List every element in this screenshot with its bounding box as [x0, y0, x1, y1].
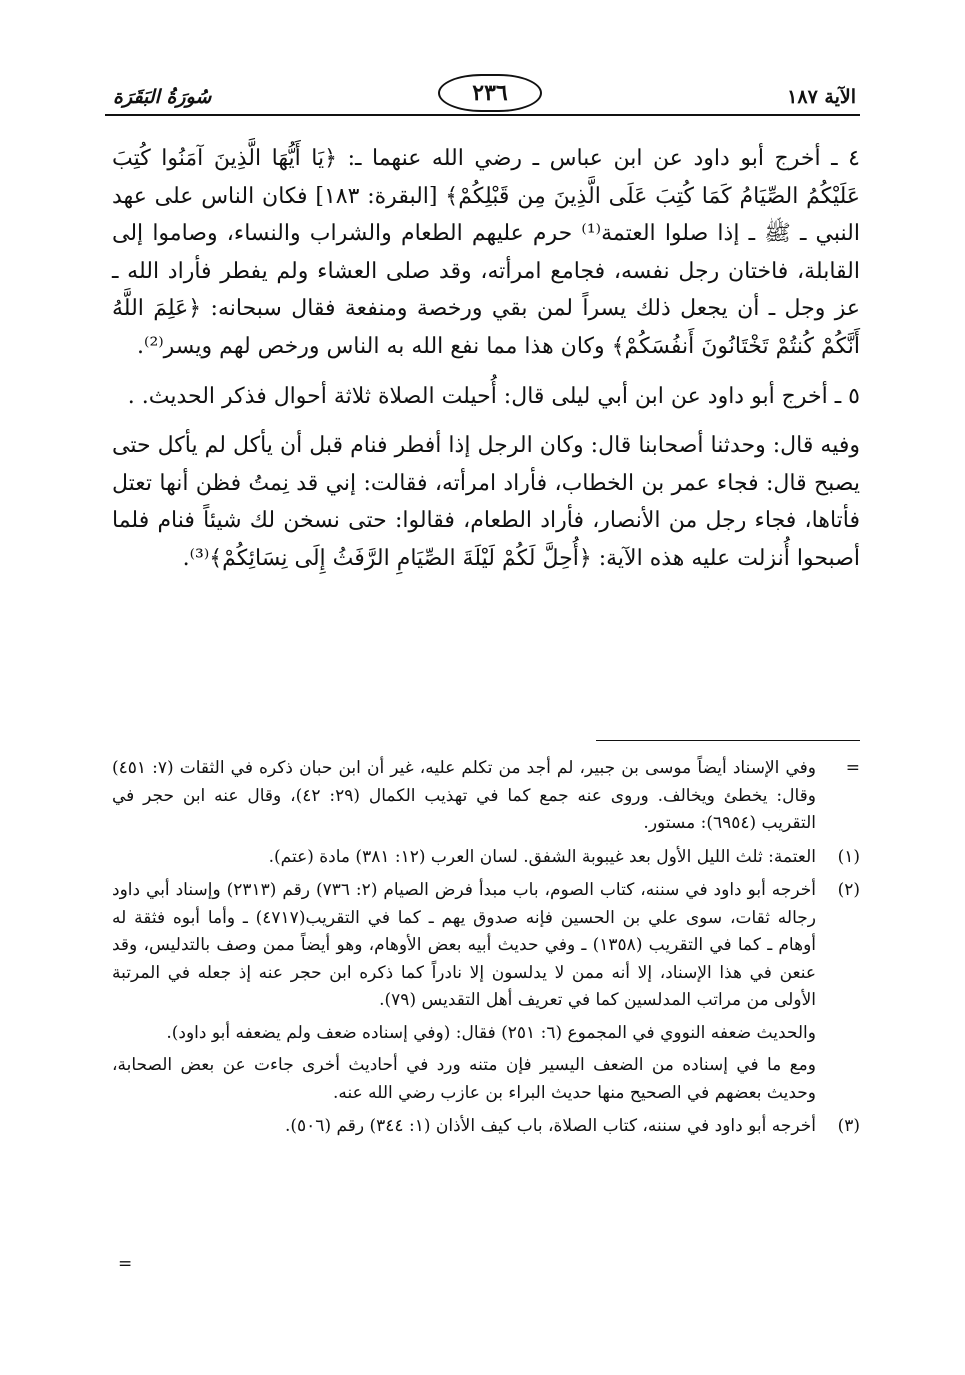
page-header: [105, 68, 860, 122]
footnote-1-mark: (١): [837, 846, 860, 867]
footnote-2-para-2: والحديث ضعفه النووي في المجموع (٦: ٢٥١) فقال: (وفي إسناده ضعف ولم يضعفه أبو داود).: [166, 1022, 816, 1043]
footnote-3: [112, 1113, 860, 1141]
page-number: ٢٣٦: [438, 74, 542, 112]
footnotes: [112, 755, 860, 1147]
footnote-separator: [596, 740, 860, 741]
header-rule: [105, 114, 860, 116]
footnote-cont-text: وفي الإسناد أيضاً موسى بن جبير، لم أجد من تكلم عليه، غير أن ابن حبان ذكره في الثقات (٧: ٤٥١) وقال: يخطئ ويخالف. وروى عنه جمع كما في تهذيب الكمال (٢٩: ٤٢)، وقال عنه ابن حجر في التقريب (٦٩٥٤): مستور.: [112, 758, 816, 833]
footnote-3-text: أخرجه أبو داود في سننه، كتاب الصلاة، باب كيف الأذان (١: ٣٤٤) رقم (٥٠٦).: [284, 1116, 816, 1136]
paragraph-6: وفيه قال: وحدثنا أصحابنا قال: وكان الرجل إذا أفطر فنام قبل أن يأكل لم يأكل حتى يصبح قال: فجاء عمر بن الخطاب، فأراد امرأته، فقالت: إني قد نِمتُ فظن أنها تعتل فأتاها، فجاء رجل من الأنصار، فأراد الطعام، فقالوا: حتى نسخن لك شيئاً فنام فلما أصبحوا أُنزلت عليه هذه الآية: ﴿أُحِلَّ لَكُمْ لَيْلَةَ الصِّيَامِ الرَّفَثُ إِلَى نِسَائِكُمْ﴾⁽³⁾.: [112, 433, 860, 571]
footnote-1: [112, 844, 860, 872]
footnote-continued: [112, 755, 860, 838]
verse-label: الآية ١٨٧: [787, 86, 856, 108]
paragraph-4: ٤ ـ أخرج أبو داود عن ابن عباس ـ رضي الله عنهما ـ: ﴿يَا أَيُّهَا الَّذِينَ آمَنُوا كُتِبَ عَلَيْكُمُ الصِّيَامُ كَمَا كُتِبَ عَلَى الَّذِينَ مِن قَبْلِكُمْ﴾ [البقرة: ١٨٣] فكان الناس على عهد النبي ـ ﷺ ـ إذا صلوا العتمة⁽¹⁾ حرم عليهم الطعام والشراب والنساء، وصاموا إلى القابلة، فاختان رجل نفسه، فجامع امرأته، وقد صلى العشاء ولم يفطر فأراد الله ـ عز وجل ـ أن يجعل ذلك يسراً لمن بقي ورخصة ومنفعة فقال سبحانه: ﴿عَلِمَ اللَّهُ أَنَّكُمْ كُنتُمْ تَخْتَانُونَ أَنفُسَكُمْ﴾ وكان هذا مما نفع الله به الناس ورخص لهم ويسر⁽²⁾.: [112, 146, 860, 359]
footnote-3-mark: (٣): [837, 1116, 860, 1136]
footnote-1-text: العتمة: ثلث الليل الأول بعد غيبوبة الشفق. لسان العرب (١٢: ٣٨١) مادة (عتم).: [268, 846, 816, 867]
footnote-2-para-1: أخرجه أبو داود في سننه، كتاب الصوم، باب مبدأ فرض الصيام (٢: ٧٣٦) رقم (٢٣١٣) وإسناد أبي داود رجاله ثقات، سوى علي بن الحسين فإنه صدوق يهم ـ كما في التقريب(٤٧١٧) ـ وأما أبوه فثقة له أوهام ـ كما في التقريب (١٣٥٨) ـ وفي حديث أبيه بعض الأوهام، وهو أيضاً ممن وصف بالتدليس، وقد عنعن في هذا الإسناد، إلا أنه ممن لا يدلسون إلا نادراً كما ذكره ابن حجر عنه إذ جعله في المرتبة الأولى من مراتب المدلسين كما في تعريف أهل التقديس (٧٩).: [112, 880, 816, 1010]
surah-title: سُورَةُ البَقَرَة: [113, 86, 212, 108]
continuation-sign: =: [118, 1254, 133, 1274]
footnote-cont-mark: =: [845, 758, 860, 778]
main-text: [112, 140, 860, 590]
footnote-2-mark: (٢): [837, 880, 860, 900]
footnote-2: [112, 877, 860, 1107]
footnote-2-para-3: ومع ما في إسناده من الضعف اليسير فإن متنه ورد في أحاديث أخرى جاءت عن بعض الصحابة، وحديث بعضهم في الصحيح منها حديث البراء بن عازب رضي الله عنه.: [112, 1055, 816, 1103]
paragraph-5: ٥ ـ أخرج أبو داود عن ابن أبي ليلى قال: أُحيلت الصلاة ثلاثة أحوال فذكر الحديث. .: [127, 383, 860, 409]
